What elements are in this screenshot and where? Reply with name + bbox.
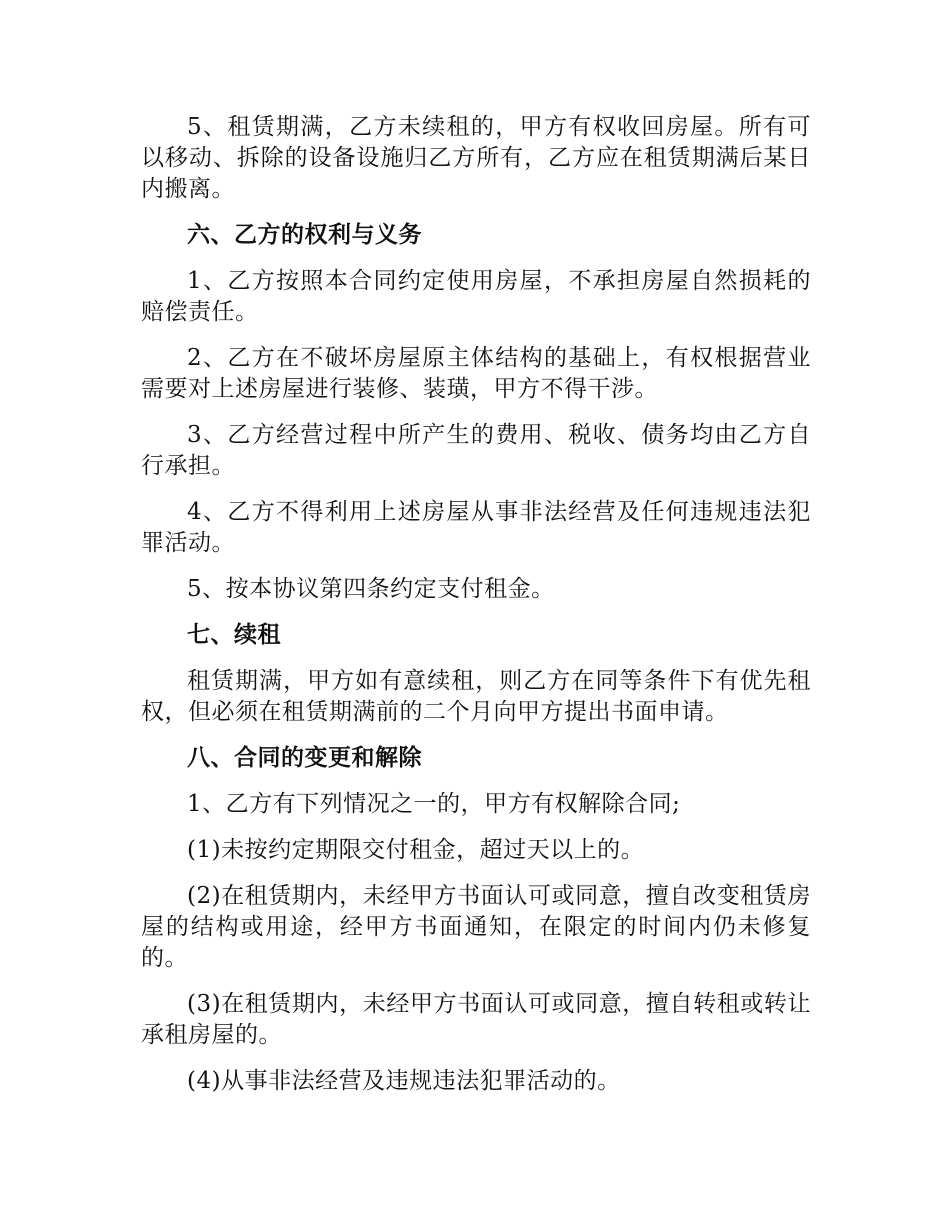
clause-7-renewal: 租赁期满，甲方如有意续租，则乙方在同等条件下有优先租权，但必须在租赁期满前的二个月向甲方提出书面申请。 bbox=[141, 668, 811, 725]
section-8-heading: 八、合同的变更和解除 bbox=[187, 745, 422, 771]
clause-5-lease-expiry: 5、租赁期满，乙方未续租的，甲方有权收回房屋。所有可以移动、拆除的设备设施归乙方所有，乙方应在租赁期满后某日内搬离。 bbox=[141, 114, 811, 202]
section-7-heading: 七、续租 bbox=[187, 622, 281, 648]
clause-6-4: 4、乙方不得利用上述房屋从事非法经营及任何违规违法犯罪活动。 bbox=[141, 499, 811, 556]
clause-6-3: 3、乙方经营过程中所产生的费用、税收、债务均由乙方自行承担。 bbox=[141, 422, 811, 479]
clause-6-5: 5、按本协议第四条约定支付租金。 bbox=[187, 576, 555, 602]
document-body bbox=[141, 112, 811, 1112]
clause-8-1-item-2: (2)在租赁期内，未经甲方书面认可或同意，擅自改变租赁房屋的结构或用途，经甲方书面通知，在限定的时间内仍未修复的。 bbox=[141, 883, 811, 971]
clause-6-2: 2、乙方在不破坏房屋原主体结构的基础上，有权根据营业需要对上述房屋进行装修、装璜，甲方不得干涉。 bbox=[141, 345, 811, 402]
clause-8-1: 1、乙方有下列情况之一的，甲方有权解除合同; bbox=[187, 791, 681, 817]
section-6-heading: 六、乙方的权利与义务 bbox=[187, 222, 422, 248]
clause-8-1-item-1: (1)未按约定期限交付租金，超过天以上的。 bbox=[187, 837, 645, 863]
clause-8-1-item-3: (3)在租赁期内，未经甲方书面认可或同意，擅自转租或转让承租房屋的。 bbox=[141, 991, 811, 1048]
clause-8-1-item-4: (4)从事非法经营及违规违法犯罪活动的。 bbox=[187, 1068, 621, 1094]
clause-6-1: 1、乙方按照本合同约定使用房屋，不承担房屋自然损耗的赔偿责任。 bbox=[141, 268, 811, 325]
